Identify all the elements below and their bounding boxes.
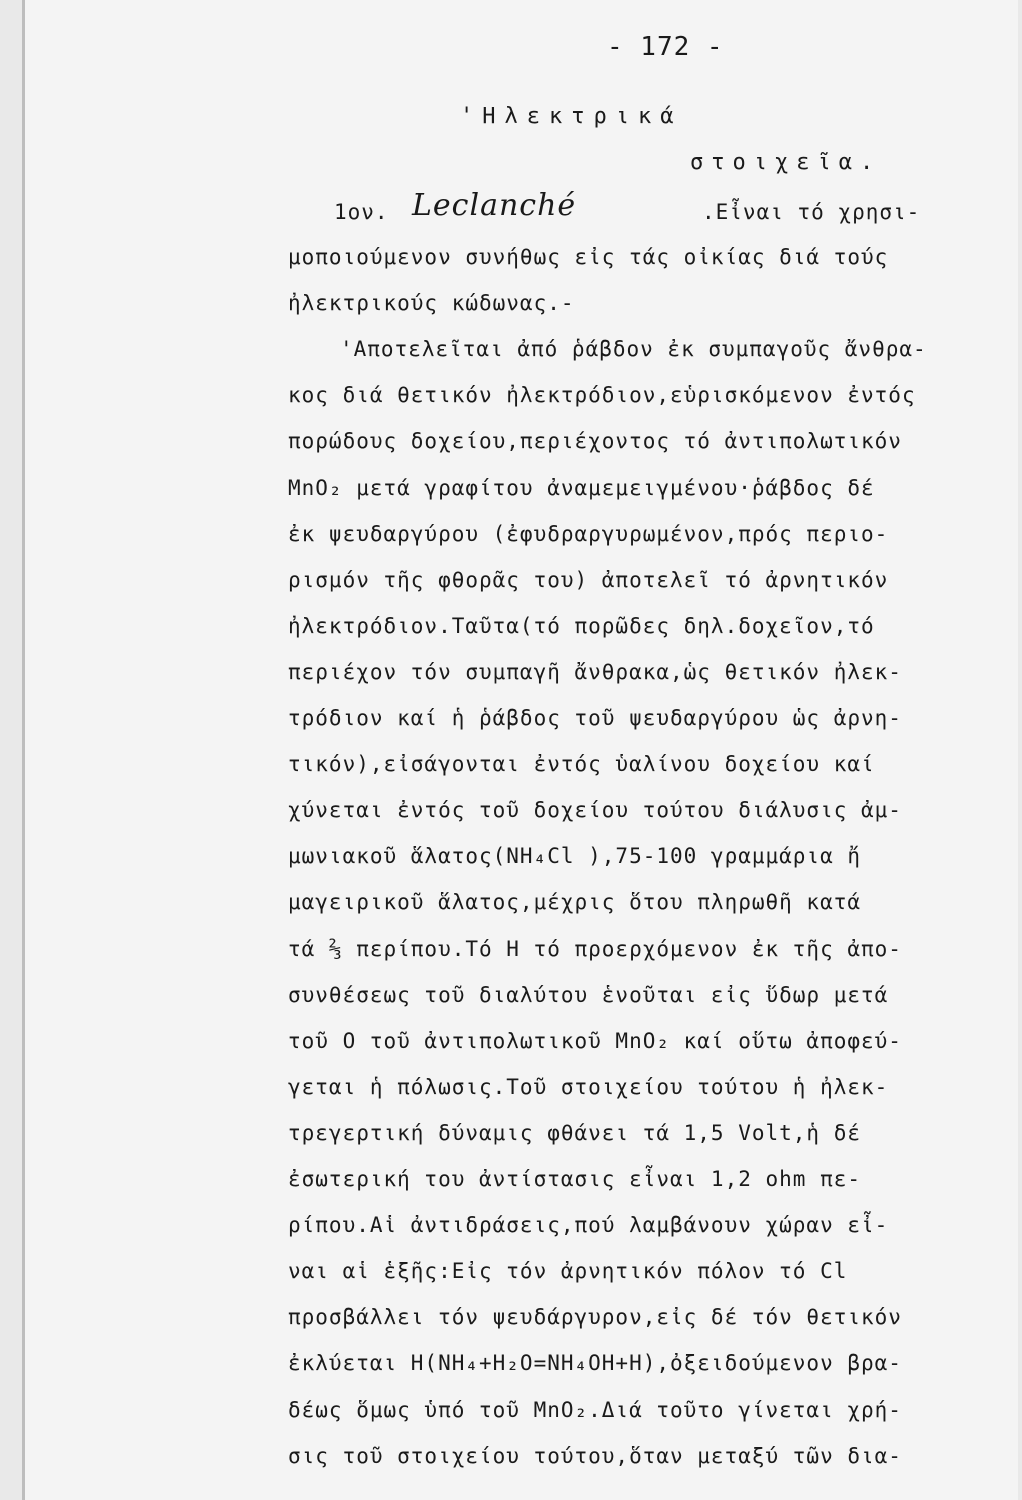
text-line: τρόδιον καί ἡ ῥάβδος τοῦ ψευδαργύρου ὡς ἀρνη- [288,706,902,730]
text-line: περιέχον τόν συμπαγῆ ἄνθρακα,ὡς θετικόν ἠλεκ- [288,660,902,684]
text-line: χύνεται ἐντός τοῦ δοχείου τούτου διάλυσις ἀμ- [288,798,902,822]
handwritten-cell-name: Leclanché [412,188,577,223]
text-line: ρίπου.Αἱ ἀντιδράσεις,πού λαμβάνουν χώραν εἶ- [288,1213,889,1237]
text-line: προσβάλλει τόν ψευδάργυρον,εἰς δέ τόν θετικόν [288,1305,902,1329]
heading-rest: .Εἶναι τό χρησι- [702,200,921,224]
text-line: μαγειρικοῦ ἅλατος,μέχρις ὅτου πληρωθῆ κατά [288,890,862,914]
text-line: δέως ὅμως ὑπό τοῦ MnO₂.Διά τοῦτο γίνεται χρή- [288,1398,902,1422]
text-line: ἐκλύεται H(NH₄+H₂O=NH₄OH+H),ὀξειδούμενον βρα- [288,1351,902,1375]
text-line: σις τοῦ στοιχείου τούτου,ὅταν μεταξύ τῶν δια- [288,1444,902,1468]
page-number: - 172 - [607,32,724,62]
text-line: ναι αἱ ἑξῆς:Εἰς τόν ἀρνητικόν πόλον τό Cl [288,1259,848,1283]
text-line: τρεγερτική δύναμις φθάνει τά 1,5 Volt,ἡ δέ [288,1121,862,1145]
text-line: ἐσωτερική του ἀντίστασις εἶναι 1,2 ohm πε- [288,1167,862,1191]
page-edge [22,0,25,1500]
document-page [22,0,1018,1500]
text-line: γεται ἡ πόλωσις.Τοῦ στοιχείου τούτου ἡ ἠλεκ- [288,1075,889,1099]
text-line: κος διά θετικόν ἠλεκτρόδιον,εὑρισκόμενον ἐντός [288,383,916,407]
title-line-2: στοιχεῖα. [690,150,882,175]
text-line: πορώδους δοχείου,περιέχοντος τό ἀντιπολωτικόν [288,429,902,453]
text-line: 'Αποτελεῖται ἀπό ῥάβδον ἐκ συμπαγοῦς ἄνθρα- [340,337,927,361]
text-line: ἠλεκτρόδιον.Ταῦτα(τό πορῶδες δηλ.δοχεῖον,τό [288,614,875,638]
text-line: τά ⅔ περίπου.Τό H τό προερχόμενον ἐκ τῆς ἀπο- [288,937,902,961]
text-line: μοποιούμενον συνήθως εἰς τάς οἰκίας διά τούς [288,245,889,269]
text-line: συνθέσεως τοῦ διαλύτου ἑνοῦται εἰς ὕδωρ μετά [288,983,889,1007]
text-line: μωνιακοῦ ἅλατος(NH₄Cl ),75-100 γραμμάρια ἤ [288,844,862,868]
text-line: τικόν),εἰσάγονται ἐντός ὑαλίνου δοχείου καί [288,752,875,776]
text-line: ἠλεκτρικούς κώδωνας.- [288,291,575,315]
text-line: ἐκ ψευδαργύρου (ἐφυδραργυρωμένον,πρός περιο- [288,522,889,546]
heading-number: 1ον. [334,200,389,224]
text-line: MnO₂ μετά γραφίτου ἀναμεμειγμένου·ῥάβδος δέ [288,476,875,500]
text-line: τοῦ O τοῦ ἀντιπολωτικοῦ MnO₂ καί οὕτω ἀποφεύ- [288,1029,902,1053]
text-line: ρισμόν τῆς φθορᾶς του) ἀποτελεῖ τό ἀρνητικόν [288,568,889,592]
title-line-1: 'Ηλεκτρικά [460,104,683,129]
